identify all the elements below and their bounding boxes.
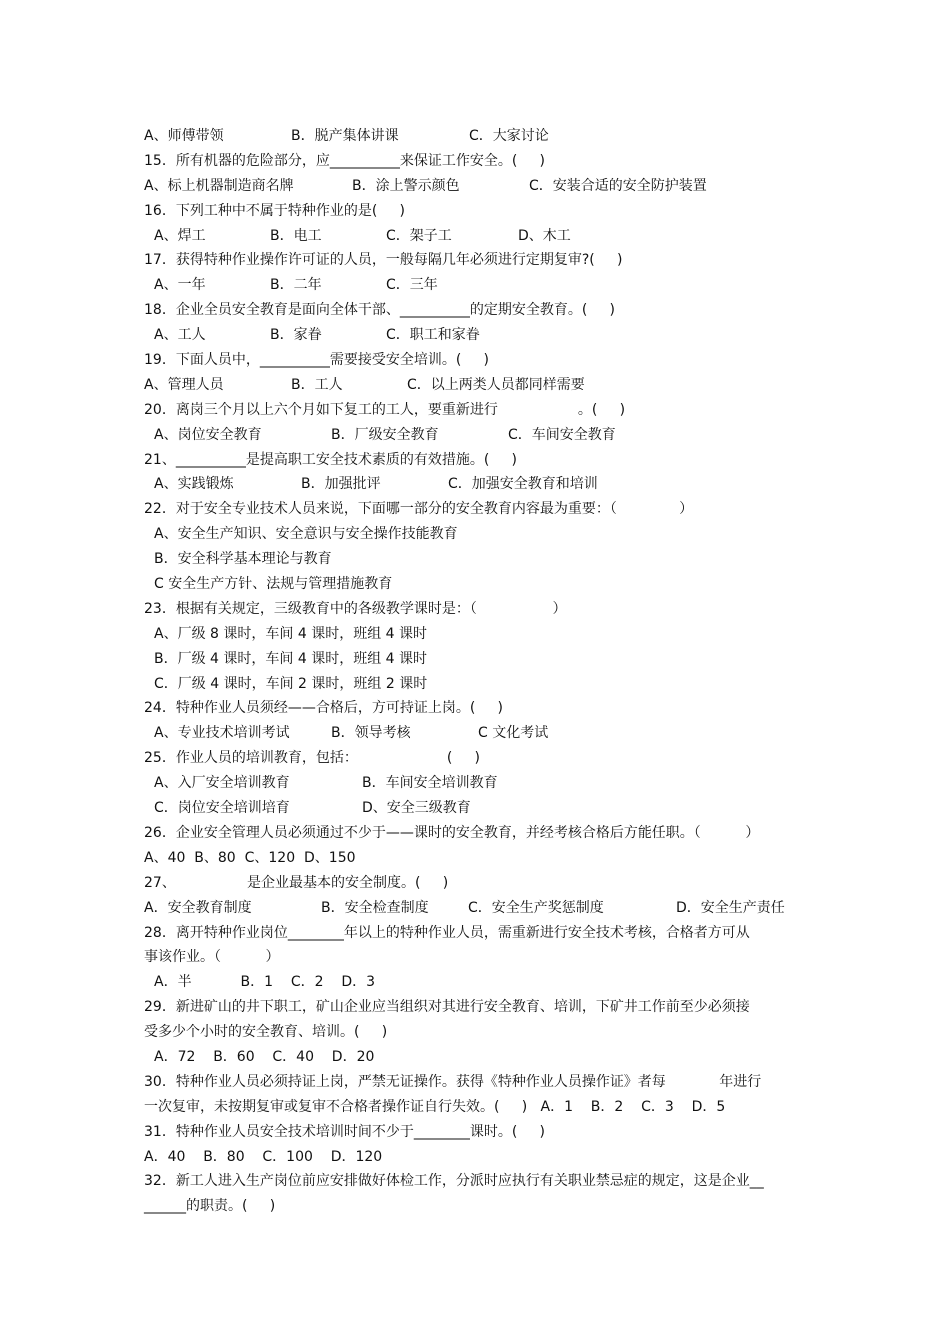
text-line bbox=[144, 398, 824, 423]
text-line bbox=[144, 1020, 824, 1045]
text-line bbox=[144, 547, 824, 572]
question-text: 23．根据有关规定，三级教育中的各级教学课时是：（ ） bbox=[144, 600, 567, 617]
text-line bbox=[144, 199, 824, 224]
text-line bbox=[144, 522, 824, 547]
question-text: 29．新进矿山的井下职工，矿山企业应当组织对其进行安全教育、培训，下矿井工作前至少必须接 bbox=[144, 999, 750, 1016]
text-line bbox=[144, 995, 824, 1020]
text-line bbox=[144, 497, 824, 522]
text-line bbox=[144, 1145, 824, 1170]
text-line bbox=[144, 871, 824, 896]
question-text: ______的职责。( ) bbox=[144, 1198, 276, 1215]
answer-option: C．三年 bbox=[386, 277, 438, 294]
options-line bbox=[144, 323, 824, 348]
question-text: C 安全生产方针、法规与管理措施教育 bbox=[154, 576, 393, 593]
question-text: 27、 是企业最基本的安全制度。( ) bbox=[144, 874, 449, 891]
answer-option: C 文化考试 bbox=[478, 725, 549, 742]
question-text: 事该作业。（ ） bbox=[144, 949, 280, 966]
text-line bbox=[144, 921, 824, 946]
options-line bbox=[144, 896, 824, 921]
answer-option: C．安装合适的安全防护装置 bbox=[529, 177, 707, 194]
question-text: B．厂级 4 课时，车间 4 课时，班组 4 课时 bbox=[154, 650, 428, 667]
answer-option: B．安全检查制度 bbox=[321, 899, 429, 916]
text-line bbox=[144, 970, 824, 995]
question-text: A．72 B．60 C．40 D．20 bbox=[154, 1048, 375, 1065]
question-text: 25．作业人员的培训教育，包括： ( ) bbox=[144, 750, 480, 767]
answer-option: A、一年 bbox=[154, 277, 206, 294]
answer-option: C．大家讨论 bbox=[469, 128, 549, 144]
question-text: 19．下面人员中，__________需要接受安全培训。( ) bbox=[144, 352, 489, 369]
text-line bbox=[144, 1095, 824, 1120]
answer-option: C．职工和家眷 bbox=[386, 327, 480, 344]
answer-option: D．安全生产责任 bbox=[676, 899, 785, 916]
question-text: 26．企业安全管理人员必须通过不少于——课时的安全教育，并经考核合格后方能任职。（ ） bbox=[144, 824, 760, 841]
text-line bbox=[144, 821, 824, 846]
text-line bbox=[144, 622, 824, 647]
text-line bbox=[144, 597, 824, 622]
options-line bbox=[144, 124, 824, 149]
question-text: 32．新工人进入生产岗位前应安排做好体检工作，分派时应执行有关职业禁忌症的规定，这是企业__ bbox=[144, 1173, 764, 1190]
options-line bbox=[144, 174, 824, 199]
text-line bbox=[144, 1070, 824, 1095]
text-line bbox=[144, 298, 824, 323]
options-line bbox=[144, 796, 824, 821]
text-line bbox=[144, 647, 824, 672]
options-line bbox=[144, 472, 824, 497]
answer-option: B．电工 bbox=[270, 227, 322, 244]
question-text: A、安全生产知识、安全意识与安全操作技能教育 bbox=[154, 526, 458, 543]
question-text: 18．企业全员安全教育是面向全体干部、__________的定期安全教育。( ) bbox=[144, 302, 615, 319]
question-text: 21、__________是提高职工安全技术素质的有效措施。( ) bbox=[144, 451, 517, 468]
answer-option: A．安全教育制度 bbox=[144, 899, 252, 916]
question-text: A、厂级 8 课时，车间 4 课时，班组 4 课时 bbox=[154, 625, 427, 642]
answer-option: D、木工 bbox=[518, 227, 571, 244]
question-text: 28．离开特种作业岗位________年以上的特种作业人员，需重新进行安全技术考核，合格者方可从 bbox=[144, 924, 750, 941]
answer-option: C．架子工 bbox=[386, 227, 452, 244]
question-text: 一次复审，未按期复审或复审不合格者操作证自行失效。( ) A．1 B．2 C．3 D．5 bbox=[144, 1098, 726, 1115]
text-line bbox=[144, 945, 824, 970]
answer-option: A、专业技术培训考试 bbox=[154, 725, 290, 742]
answer-option: B．脱产集体讲课 bbox=[291, 128, 399, 144]
options-line bbox=[144, 224, 824, 249]
text-line bbox=[144, 248, 824, 273]
question-text: A．40 B．80 C．100 D．120 bbox=[144, 1148, 383, 1165]
options-line bbox=[144, 423, 824, 448]
answer-option: C．安全生产奖惩制度 bbox=[468, 899, 604, 916]
question-text: 15．所有机器的危险部分，应__________来保证工作安全。( ) bbox=[144, 152, 545, 169]
answer-option: C．以上两类人员都同样需要 bbox=[407, 376, 585, 393]
question-text: 20．离岗三个月以上六个月如下复工的工人，要重新进行 。( ) bbox=[144, 401, 626, 418]
answer-option: A、标上机器制造商名牌 bbox=[144, 177, 294, 194]
question-text: 24．特种作业人员须经——合格后，方可持证上岗。( ) bbox=[144, 700, 503, 717]
question-text: 受多少个小时的安全教育、培训。( ) bbox=[144, 1024, 388, 1041]
question-text: 30．特种作业人员必须持证上岗，严禁无证操作。获得《特种作业人员操作证》者每 年进行 bbox=[144, 1073, 762, 1090]
answer-option: D、安全三级教育 bbox=[362, 800, 471, 817]
answer-option: A、工人 bbox=[154, 327, 206, 344]
options-line bbox=[144, 721, 824, 746]
answer-option: A、岗位安全教育 bbox=[154, 426, 262, 443]
text-line bbox=[144, 672, 824, 697]
options-line bbox=[144, 771, 824, 796]
answer-option: C．车间安全教育 bbox=[508, 426, 616, 443]
question-list bbox=[144, 124, 824, 1219]
answer-option: B．工人 bbox=[291, 376, 343, 393]
answer-option: A、管理人员 bbox=[144, 376, 224, 393]
question-text: C．厂级 4 课时，车间 2 课时，班组 2 课时 bbox=[154, 675, 428, 692]
text-line bbox=[144, 448, 824, 473]
options-line bbox=[144, 373, 824, 398]
text-line bbox=[144, 1045, 824, 1070]
answer-option: B．加强批评 bbox=[301, 476, 381, 493]
answer-option: B．领导考核 bbox=[331, 725, 411, 742]
options-line bbox=[144, 273, 824, 298]
answer-option: A、入厂安全培训教育 bbox=[154, 775, 290, 792]
text-line bbox=[144, 746, 824, 771]
answer-option: A、实践锻炼 bbox=[154, 476, 234, 493]
answer-option: B．厂级安全教育 bbox=[331, 426, 439, 443]
answer-option: B．二年 bbox=[270, 277, 322, 294]
answer-option: B．车间安全培训教育 bbox=[362, 775, 498, 792]
text-line bbox=[144, 348, 824, 373]
question-text: B．安全科学基本理论与教育 bbox=[154, 551, 332, 568]
answer-option: B．涂上警示颜色 bbox=[352, 177, 460, 194]
answer-option: C．加强安全教育和培训 bbox=[448, 476, 598, 493]
answer-option: A、焊工 bbox=[154, 227, 206, 244]
text-line bbox=[144, 1169, 824, 1194]
question-text: 17．获得特种作业操作许可证的人员，一般每隔几年必须进行定期复审?( ) bbox=[144, 252, 623, 269]
text-line bbox=[144, 1194, 824, 1219]
text-line bbox=[144, 846, 824, 871]
question-text: A．半 B．1 C．2 D．3 bbox=[154, 974, 376, 991]
text-line bbox=[144, 1120, 824, 1145]
answer-option: A、师傅带领 bbox=[144, 128, 224, 144]
answer-option: C．岗位安全培训培育 bbox=[154, 800, 290, 817]
question-text: 22．对于安全专业技术人员来说，下面哪一部分的安全教育内容最为重要：（ ） bbox=[144, 501, 694, 518]
answer-option: B．家眷 bbox=[270, 327, 322, 344]
question-text: 16．下列工种中不属于特种作业的是( ) bbox=[144, 202, 405, 219]
text-line bbox=[144, 696, 824, 721]
question-text: 31．特种作业人员安全技术培训时间不少于________课时。( ) bbox=[144, 1123, 545, 1140]
text-line bbox=[144, 149, 824, 174]
text-line bbox=[144, 572, 824, 597]
question-text: A、40 B、80 C、120 D、150 bbox=[144, 849, 356, 866]
